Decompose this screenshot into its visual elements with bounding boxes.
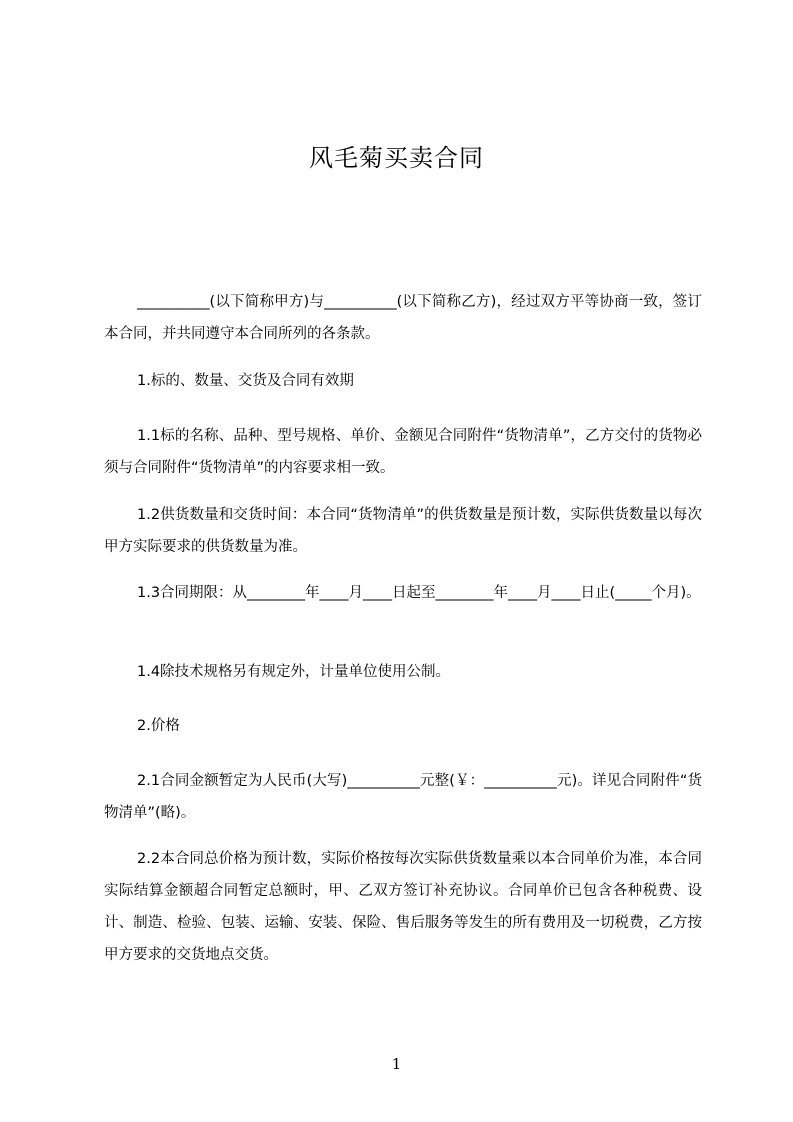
paragraph-1-1: 1.1标的名称、品种、型号规格、单价、金额见合同附件“货物清单”，乙方交付的货物必须与合同附件“货物清单”的内容要求相一致。: [104, 428, 702, 476]
paragraph-1-2: 1.2供货数量和交货时间：本合同“货物清单”的供货数量是预计数，实际供货数量以每次甲方实际要求的供货数量为准。: [104, 507, 702, 555]
paragraph-1-3: 1.3合同期限：从________年____月____日起至________年____月____日止(_____个月)。: [137, 585, 701, 601]
page-number: 1: [391, 1055, 402, 1073]
paragraph-2-2: 2.2本合同总价格为预计数，实际价格按每次实际供货数量乘以本合同单价为准，本合同实际结算金额超合同暂定总额时，甲、乙双方签订补充协议。合同单价已包含各种税费、设计、制造、检验、包装、运输、安装、保险、售后服务等发生的所有费用及一切税费，乙方按甲方要求的交货地点交货。: [104, 851, 702, 963]
document-title: 风毛菊买卖合同: [309, 144, 484, 172]
section-heading-2: 2.价格: [137, 718, 180, 734]
paragraph-1-4: 1.4除技术规格另有规定外，计量单位使用公制。: [137, 664, 451, 680]
paragraph-intro: __________(以下简称甲方)与__________(以下简称乙方)，经过双方平等协商一致，签订本合同，并共同遵守本合同所列的各条款。: [104, 294, 702, 342]
section-heading-1: 1.标的、数量、交货及合同有效期: [137, 373, 354, 389]
paragraph-2-1: 2.1合同金额暂定为人民币(大写)__________元整(￥：__________元)。详见合同附件“货物清单”(略)。: [104, 773, 702, 821]
